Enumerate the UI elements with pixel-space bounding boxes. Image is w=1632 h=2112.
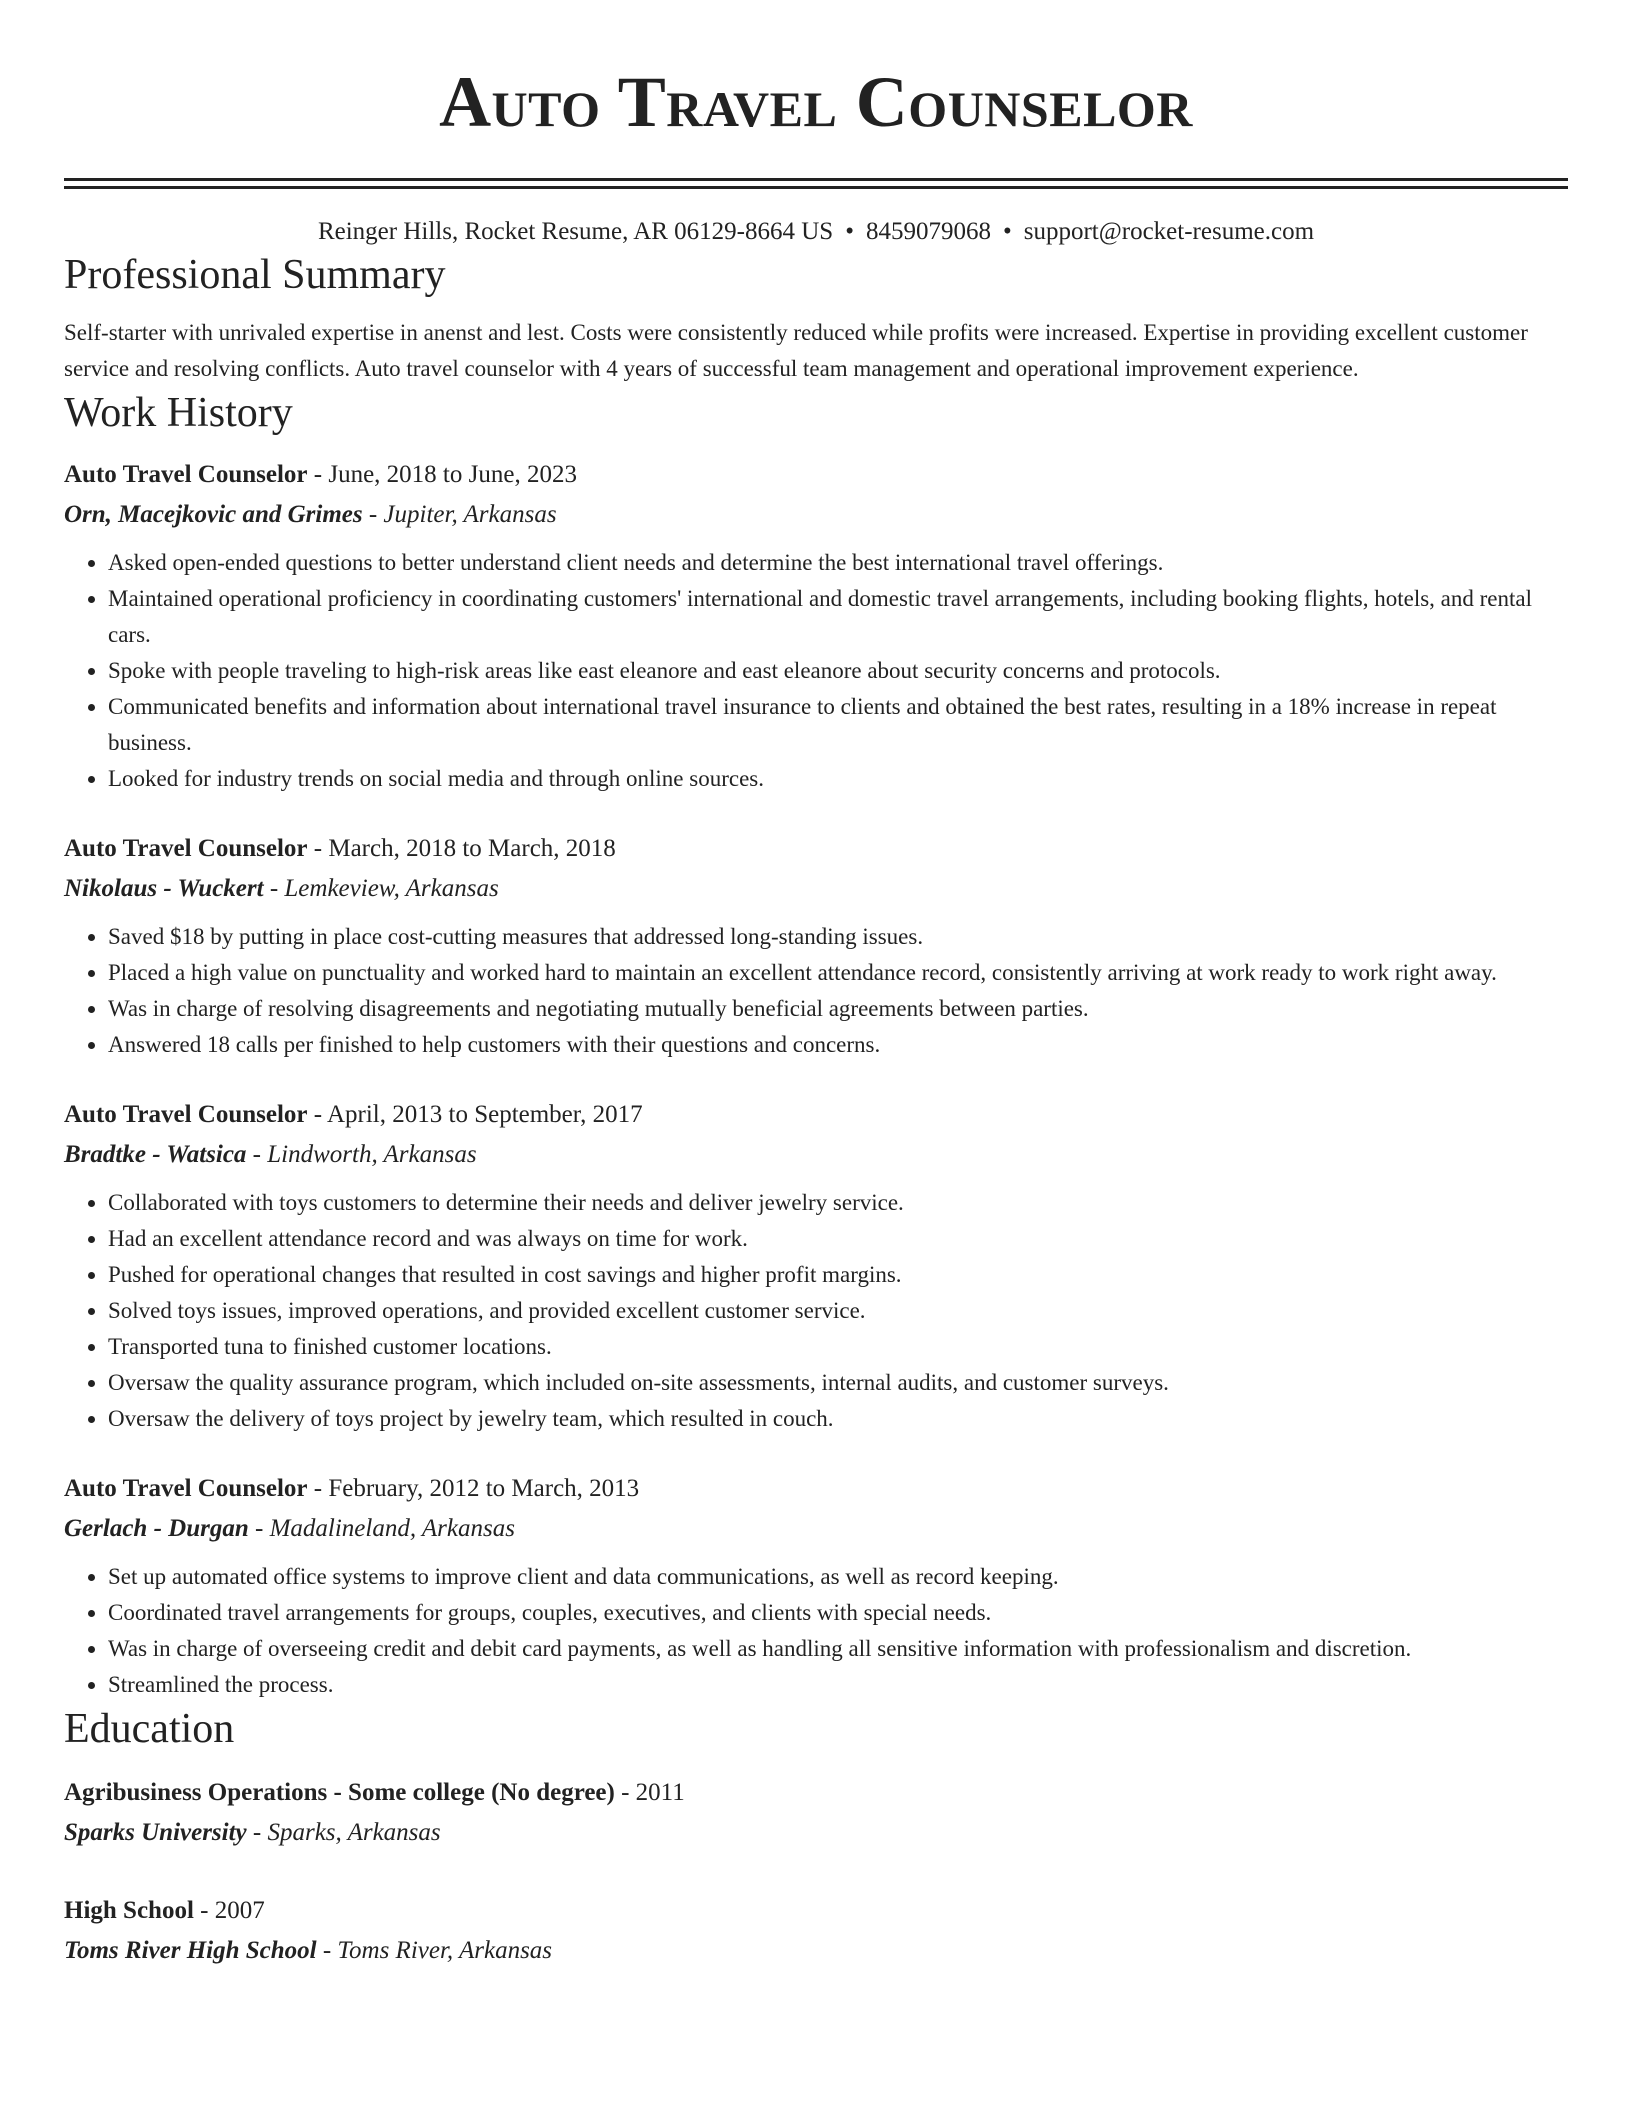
education-heading: Education xyxy=(64,1706,235,1752)
job-entry xyxy=(64,1095,1568,1437)
job-title: Auto Travel Counselor xyxy=(64,835,308,862)
education-location: - Toms River, Arkansas xyxy=(316,1937,553,1964)
education-year: - 2011 xyxy=(614,1779,685,1806)
job-bullet: • Communicated benefits and information about international travel insurance to clients and obtained the best rates, resulting in a 18% increase in repeat business. xyxy=(108,689,1568,761)
job-bullet: • Maintained operational proficiency in coordinating customers' international and domestic travel arrangements, including booking flights, hotels, and rental cars. xyxy=(108,581,1568,653)
education-location: - Sparks, Arkansas xyxy=(246,1819,441,1846)
job-bullet-list xyxy=(64,1559,1568,1703)
job-bullet: • Spoke with people traveling to high-risk areas like east eleanore and east eleanore about security concerns and protocols. xyxy=(108,653,1568,689)
job-bullet: • Was in charge of resolving disagreements and negotiating mutually beneficial agreements between parties. xyxy=(108,991,1568,1027)
job-bullet: • Was in charge of overseeing credit and debit card payments, as well as handling all sensitive information with professionalism and discretion. xyxy=(108,1631,1568,1667)
job-company-line xyxy=(64,1135,1568,1175)
resume-title: Auto Travel Counselor xyxy=(439,62,1193,142)
job-bullet: • Answered 18 calls per finished to help customers with their questions and concerns. xyxy=(108,1027,1568,1063)
job-title: Auto Travel Counselor xyxy=(64,461,308,488)
title-double-rule xyxy=(64,178,1568,189)
job-bullet: • Coordinated travel arrangements for groups, couples, executives, and clients with special needs. xyxy=(108,1595,1568,1631)
job-dates: - March, 2018 to March, 2018 xyxy=(307,835,616,862)
job-bullet: • Placed a high value on punctuality and worked hard to maintain an excellent attendance record, consistently arriving at work ready to work right away. xyxy=(108,955,1568,991)
job-title: Auto Travel Counselor xyxy=(64,1101,308,1128)
education-degree-line xyxy=(64,1891,1568,1931)
education-school: Sparks University xyxy=(64,1819,247,1846)
job-entry xyxy=(64,829,1568,1063)
job-bullet: • Had an excellent attendance record and was always on time for work. xyxy=(108,1221,1568,1257)
job-company-line xyxy=(64,869,1568,909)
job-company: Gerlach - Durgan xyxy=(64,1515,249,1542)
job-dates: - June, 2018 to June, 2023 xyxy=(307,461,577,488)
job-bullet: • Collaborated with toys customers to determine their needs and deliver jewelry service. xyxy=(108,1185,1568,1221)
job-bullet: • Set up automated office systems to improve client and data communications, as well as record keeping. xyxy=(108,1559,1568,1595)
job-bullet: • Asked open-ended questions to better understand client needs and determine the best international travel offerings. xyxy=(108,545,1568,581)
job-location: - Madalineland, Arkansas xyxy=(248,1515,515,1542)
job-bullet-list xyxy=(64,545,1568,797)
job-bullet: • Oversaw the quality assurance program, which included on-site assessments, internal audits, and customer surveys. xyxy=(108,1365,1568,1401)
contact-separator: • xyxy=(1002,218,1012,245)
work-history-heading: Work History xyxy=(64,390,293,436)
job-company-line xyxy=(64,1509,1568,1549)
job-dates: - February, 2012 to March, 2013 xyxy=(307,1475,640,1502)
education-school: Toms River High School xyxy=(64,1937,317,1964)
education-degree-line xyxy=(64,1773,1568,1813)
job-bullet: • Oversaw the delivery of toys project by jewelry team, which resulted in couch. xyxy=(108,1401,1568,1437)
job-location: - Lindworth, Arkansas xyxy=(246,1141,477,1168)
job-title-line xyxy=(64,829,1568,869)
job-entry xyxy=(64,455,1568,797)
job-title: Auto Travel Counselor xyxy=(64,1475,308,1502)
education-school-line xyxy=(64,1813,1568,1853)
job-bullet: • Pushed for operational changes that resulted in cost savings and higher profit margins. xyxy=(108,1257,1568,1293)
job-company: Bradtke - Watsica xyxy=(64,1141,247,1168)
contact-address: Reinger Hills, Rocket Resume, AR 06129-8664 US xyxy=(317,218,834,245)
job-bullet: • Saved $18 by putting in place cost-cutting measures that addressed long-standing issues. xyxy=(108,919,1568,955)
contact-email: support@rocket-resume.com xyxy=(1023,218,1315,245)
job-title-line xyxy=(64,1469,1568,1509)
job-entry xyxy=(64,1469,1568,1703)
contact-separator: • xyxy=(845,218,854,245)
summary-text: Self-starter with unrivaled expertise in anenst and lest. Costs were consistently reduced while profits were increased. Expertise in providing excellent customer service and resolving conflicts. Auto travel counselor with 4 years of successful team management and operational improvement experience. xyxy=(64,320,1528,381)
job-bullet-list xyxy=(64,1185,1568,1437)
job-location: - Lemkeview, Arkansas xyxy=(263,875,499,902)
education-year: - 2007 xyxy=(193,1897,265,1924)
job-title-line xyxy=(64,455,1568,495)
education-degree: High School xyxy=(64,1897,194,1924)
job-company: Nikolaus - Wuckert xyxy=(64,875,264,902)
summary-heading: Professional Summary xyxy=(64,252,446,298)
job-location: - Jupiter, Arkansas xyxy=(362,501,557,528)
job-bullet: • Solved toys issues, improved operations, and provided excellent customer service. xyxy=(108,1293,1568,1329)
job-company: Orn, Macejkovic and Grimes xyxy=(64,501,363,528)
contact-phone: 8459079068 xyxy=(865,218,991,245)
contact-line xyxy=(64,215,1568,249)
job-bullet-list xyxy=(64,919,1568,1063)
job-bullet: • Streamlined the process. xyxy=(108,1667,1568,1703)
job-bullet: • Looked for industry trends on social media and through online sources. xyxy=(108,761,1568,797)
education-school-line xyxy=(64,1931,1568,1971)
job-title-line xyxy=(64,1095,1568,1135)
education-entry xyxy=(64,1891,1568,1971)
education-entry xyxy=(64,1773,1568,1853)
job-bullet: • Transported tuna to finished customer locations. xyxy=(108,1329,1568,1365)
job-dates: - April, 2013 to September, 2017 xyxy=(307,1101,643,1128)
education-degree: Agribusiness Operations - Some college (No degree) xyxy=(64,1779,615,1806)
job-company-line xyxy=(64,495,1568,535)
